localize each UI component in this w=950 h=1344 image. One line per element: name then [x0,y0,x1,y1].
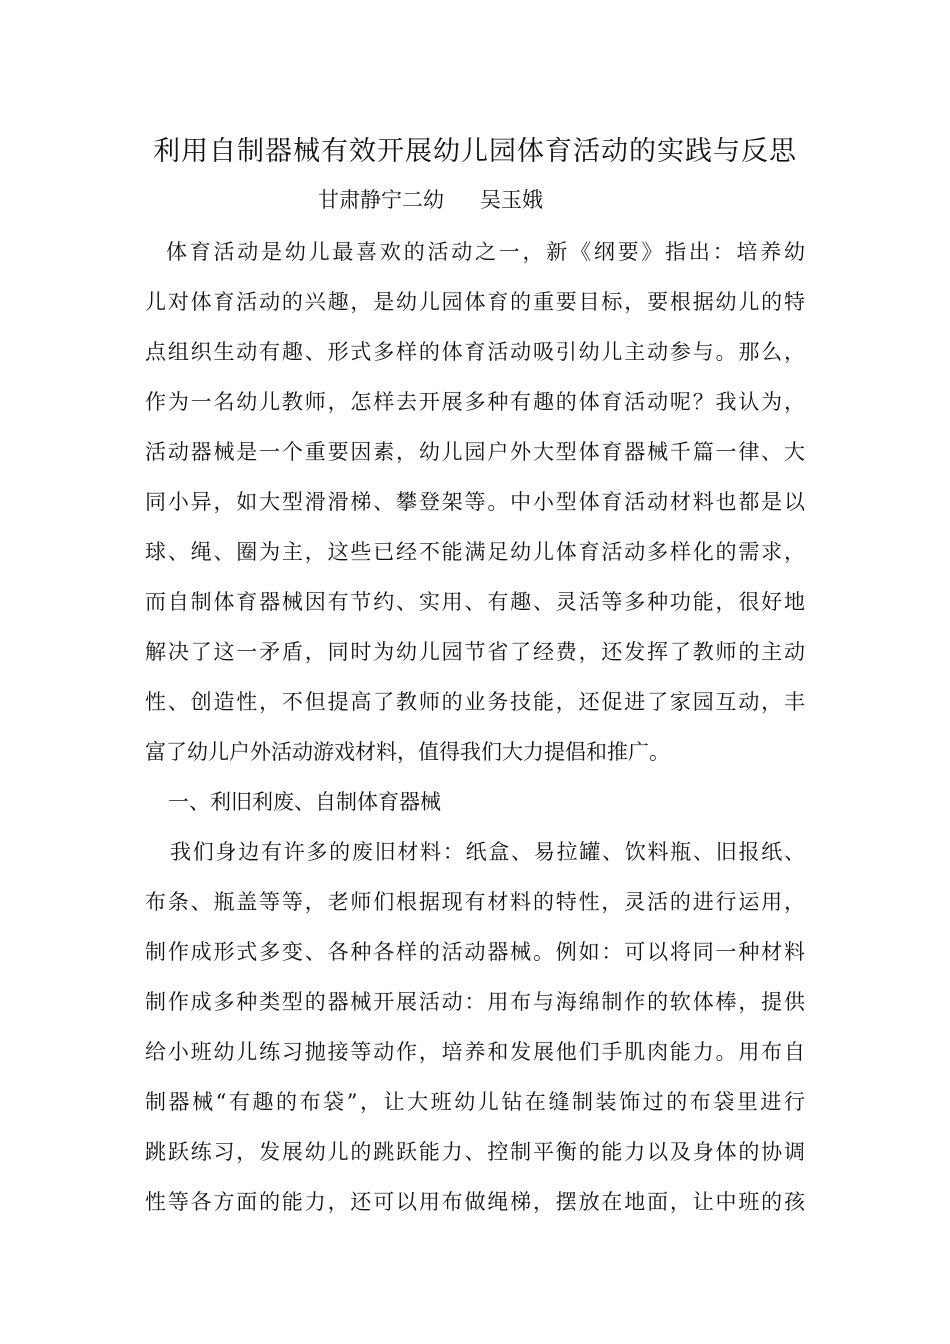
body-line-4: 作为一名幼儿教师，怎样去开展多种有趣的体育活动呢？我认为， [145,390,805,414]
body-line-1: 体育活动是幼儿最喜欢的活动之一，新《纲要》指出：培养幼 [166,240,805,264]
document-title: 利用自制器械有效开展幼儿园体育活动的实践与反思 [153,136,797,167]
section-heading: 一、利旧利废、自制体育器械 [168,790,441,814]
body-line-14: 布条、瓶盖等等，老师们根据现有材料的特性，灵活的进行运用， [145,890,805,914]
body-line-3: 点组织生动有趣、形式多样的体育活动吸引幼儿主动参与。那么， [145,340,805,364]
body-line-2: 儿对体育活动的兴趣，是幼儿园体育的重要目标，要根据幼儿的特 [145,290,805,314]
body-line-15: 制作成形式多变、各种各样的活动器械。例如：可以将同一种材料 [145,940,805,964]
body-line-11: 富了幼儿户外活动游戏材料，值得我们大力提倡和推广。 [145,740,670,764]
body-line-8: 而自制体育器械因有节约、实用、有趣、灵活等多种功能，很好地 [145,590,805,614]
body-line-9: 解决了这一矛盾，同时为幼儿园节省了经费，还发挥了教师的主动 [145,640,805,664]
body-line-17: 给小班幼儿练习抛接等动作，培养和发展他们手肌肉能力。用布自 [145,1040,805,1064]
body-line-7: 球、绳、圈为主，这些已经不能满足幼儿体育活动多样化的需求， [145,540,805,564]
body-line-16: 制作成多种类型的器械开展活动：用布与海绵制作的软体棒，提供 [145,990,805,1014]
body-line-13: 我们身边有许多的废旧材料：纸盒、易拉罐、饮料瓶、旧报纸、 [170,840,805,864]
body-line-6: 同小异，如大型滑滑梯、攀登架等。中小型体育活动材料也都是以 [145,490,805,514]
body-line-10: 性、创造性，不但提高了教师的业务技能，还促进了家园互动，丰 [145,690,805,714]
body-line-5: 活动器械是一个重要因素，幼儿园户外大型体育器械千篇一律、大 [145,440,805,464]
body-line-20: 性等各方面的能力，还可以用布做绳梯，摆放在地面，让中班的孩 [145,1190,805,1214]
body-line-18: 制器械“有趣的布袋”，让大班幼儿钻在缝制装饰过的布袋里进行 [145,1090,805,1114]
body-line-19: 跳跃练习，发展幼儿的跳跃能力、控制平衡的能力以及身体的协调 [145,1140,805,1164]
author-name: 吴玉娥 [480,188,543,212]
author-unit: 甘肃静宁二幼 [318,188,444,212]
author-line [318,184,543,216]
